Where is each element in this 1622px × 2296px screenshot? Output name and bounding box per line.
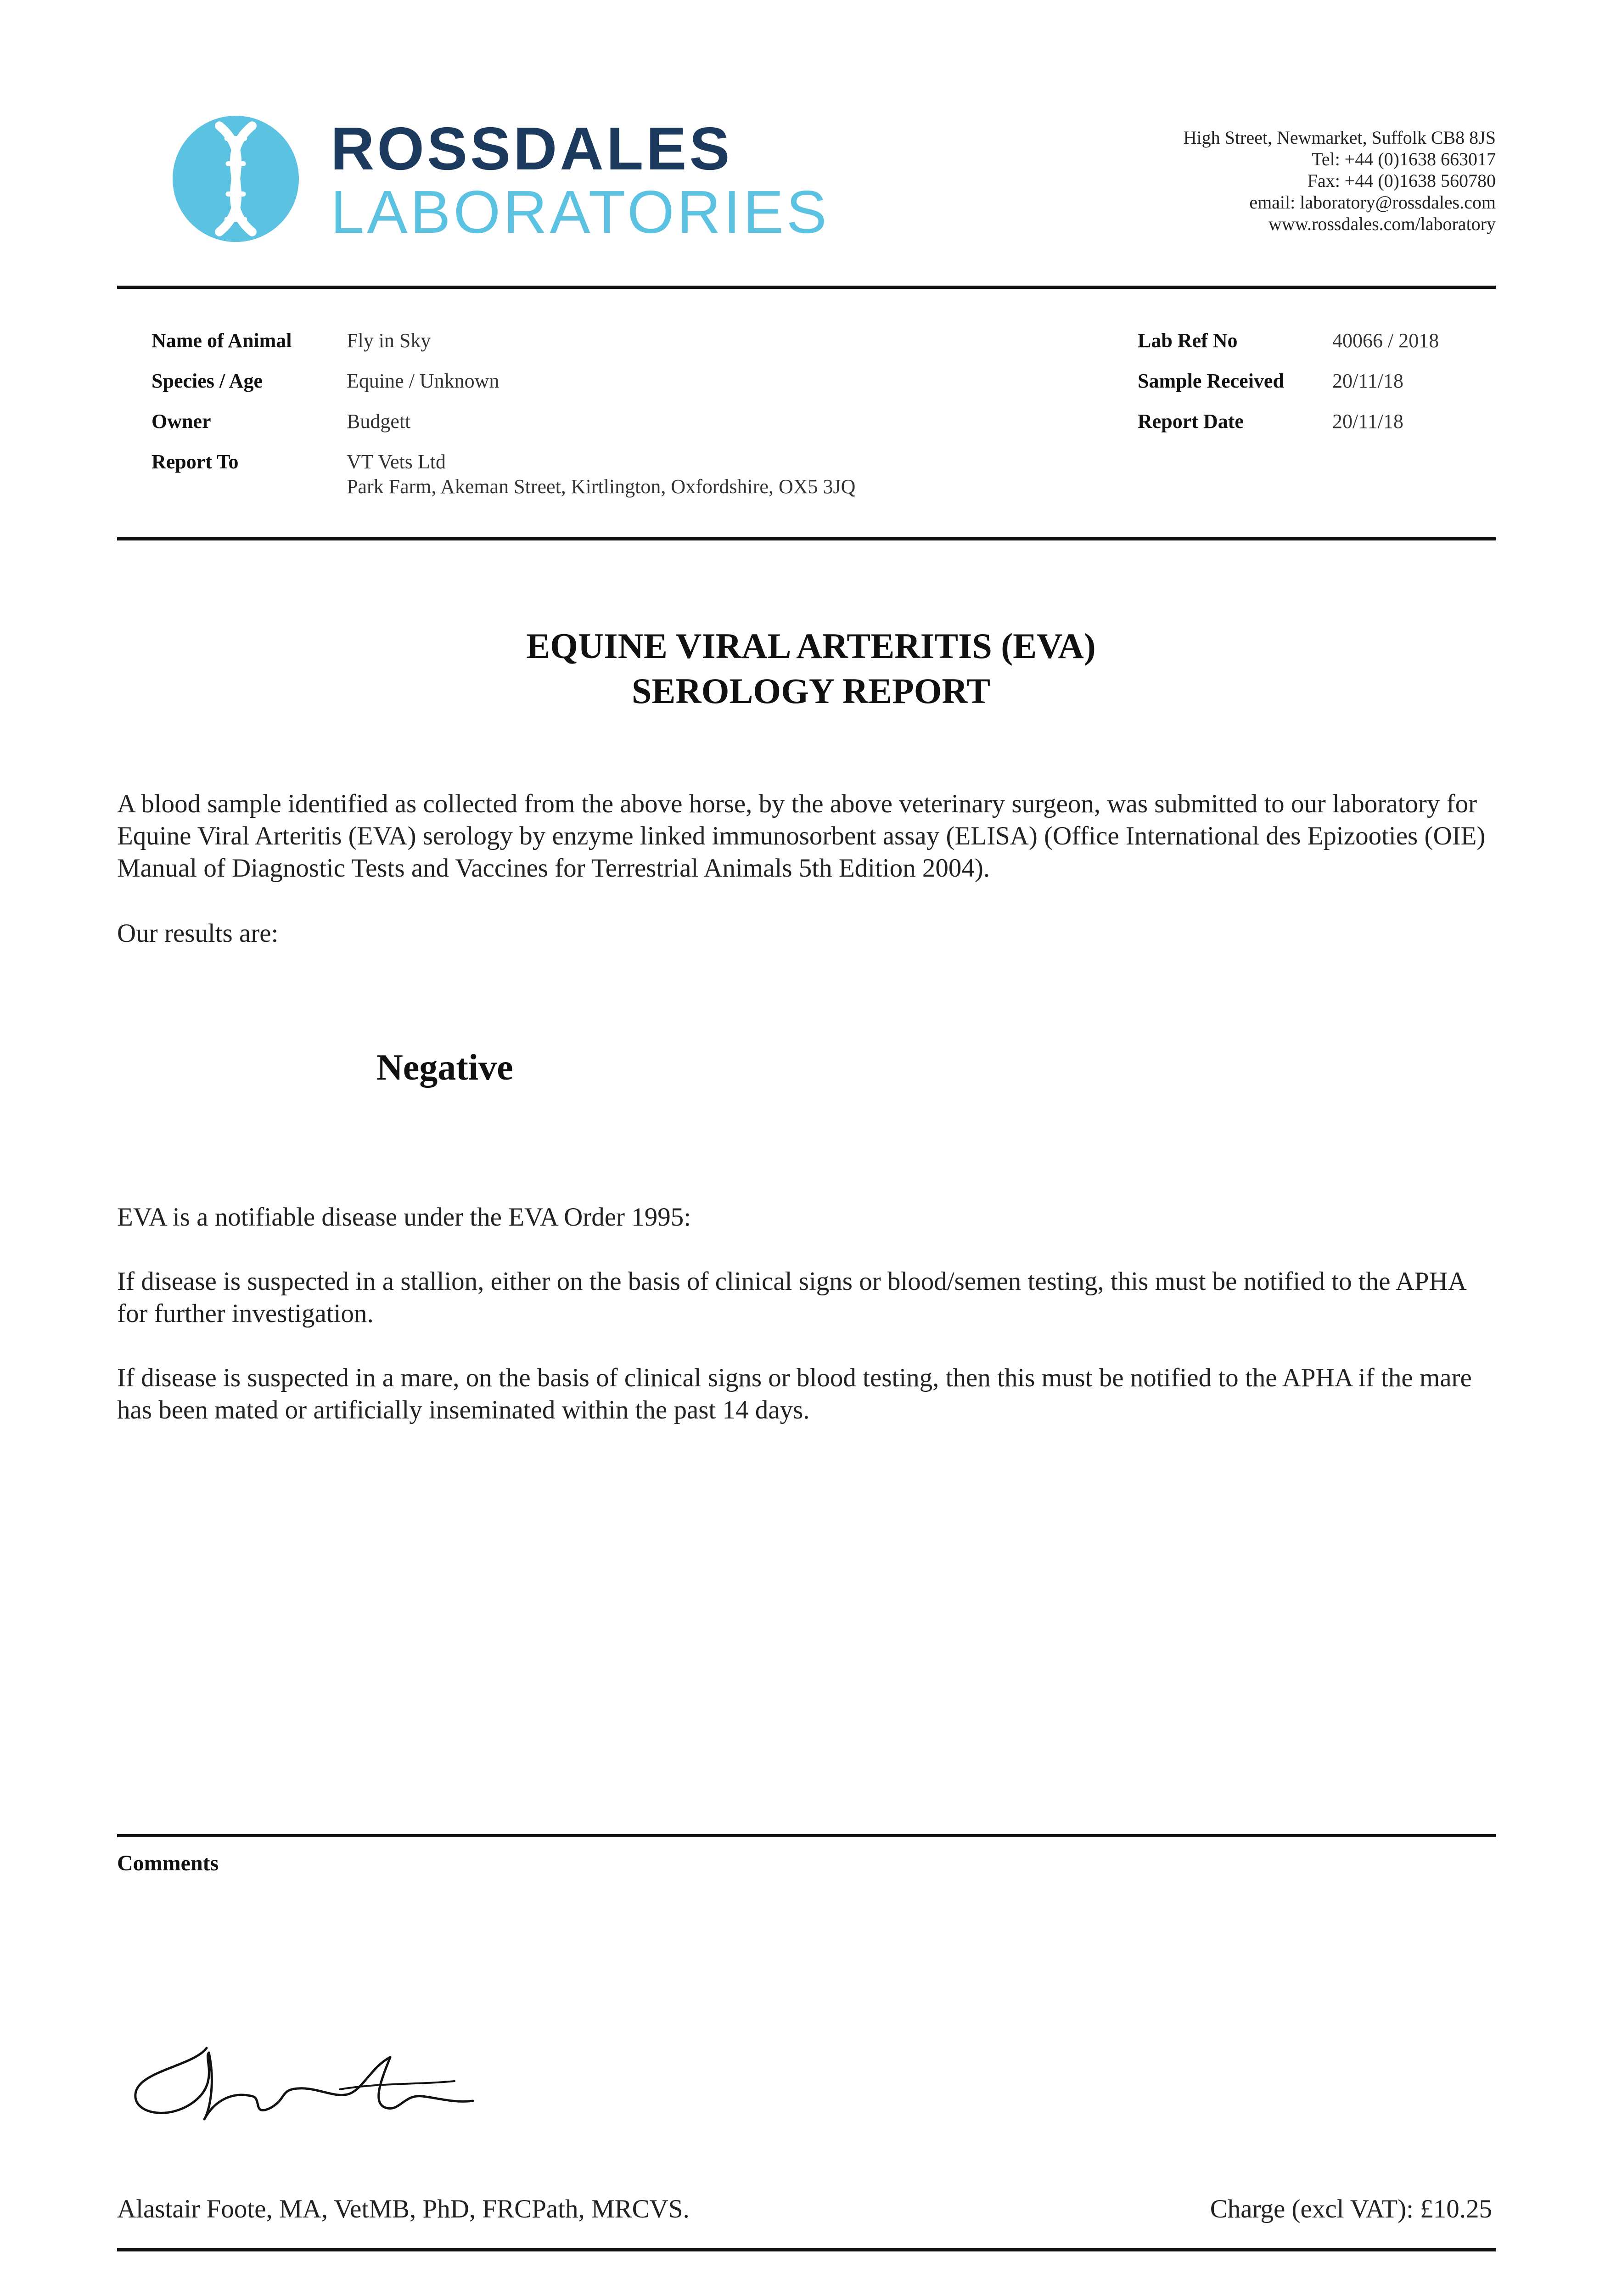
owner-label: Owner <box>152 410 211 433</box>
signer-name: Alastair Foote, MA, VetMB, PhD, FRCPath, MRCVS. <box>117 2195 690 2223</box>
contact-tel: Tel: +44 (0)1638 663017 <box>1312 149 1496 169</box>
brand-name-line2: LABORATORIES <box>331 178 830 246</box>
signature <box>124 2039 482 2140</box>
contact-block <box>1184 127 1496 235</box>
report-title-line1: EQUINE VIRAL ARTERITIS (EVA) <box>526 626 1096 666</box>
report-to-name: VT Vets Ltd <box>347 450 446 473</box>
report-title-line2: SEROLOGY REPORT <box>632 671 990 711</box>
notifiable-statement: EVA is a notifiable disease under the EVA Order 1995: <box>117 1203 691 1232</box>
details-divider <box>117 537 1496 540</box>
dna-helix-icon <box>173 116 299 242</box>
brand-name-line1: ROSSDALES <box>331 115 733 182</box>
sample-received-value: 20/11/18 <box>1332 370 1403 392</box>
sample-received-label: Sample Received <box>1138 370 1284 392</box>
species-age-label: Species / Age <box>152 370 263 392</box>
contact-email: email: laboratory@rossdales.com <box>1249 192 1496 213</box>
comments-label: Comments <box>117 1851 219 1875</box>
report-date-label: Report Date <box>1138 410 1244 433</box>
name-of-animal-label: Name of Animal <box>152 329 292 352</box>
owner-value: Budgett <box>347 410 411 433</box>
charge-amount: Charge (excl VAT): £10.25 <box>1210 2195 1492 2223</box>
report-to-address: Park Farm, Akeman Street, Kirtlington, Oxfordshire, OX5 3JQ <box>347 475 856 498</box>
report-to-label: Report To <box>152 450 239 473</box>
footer-divider <box>117 2248 1496 2251</box>
lab-ref-value: 40066 / 2018 <box>1332 329 1439 352</box>
report-date-value: 20/11/18 <box>1332 410 1403 433</box>
contact-address: High Street, Newmarket, Suffolk CB8 8JS <box>1183 127 1496 148</box>
result-value: Negative <box>376 1047 513 1088</box>
results-intro: Our results are: <box>117 919 279 948</box>
mare-guidance: If disease is suspected in a mare, on the basis of clinical signs or blood testing, then this must be notified to the APHA if the mare has been mated or artificially inseminated within the past 14 days. <box>117 1363 1472 1424</box>
header-divider <box>117 286 1496 289</box>
lab-ref-label: Lab Ref No <box>1138 329 1238 352</box>
name-of-animal-value: Fly in Sky <box>347 329 431 352</box>
contact-website: www.rossdales.com/laboratory <box>1268 214 1496 234</box>
intro-paragraph: A blood sample identified as collected from the above horse, by the above veterinary surgeon, was submitted to our laboratory for Equine Viral Arteritis (EVA) serology by enzyme linked immunosorbent assay (ELISA) (Office International des Epizooties (OIE) Manual of Diagnostic Tests and Vaccines for Terrestrial Animals 5th Edition 2004). <box>117 789 1486 883</box>
contact-fax: Fax: +44 (0)1638 560780 <box>1307 170 1496 191</box>
comments-divider <box>117 1834 1496 1837</box>
stallion-guidance: If disease is suspected in a stallion, either on the basis of clinical signs or blood/semen testing, this must be notified to the APHA for further investigation. <box>117 1267 1465 1328</box>
species-age-value: Equine / Unknown <box>347 370 500 392</box>
